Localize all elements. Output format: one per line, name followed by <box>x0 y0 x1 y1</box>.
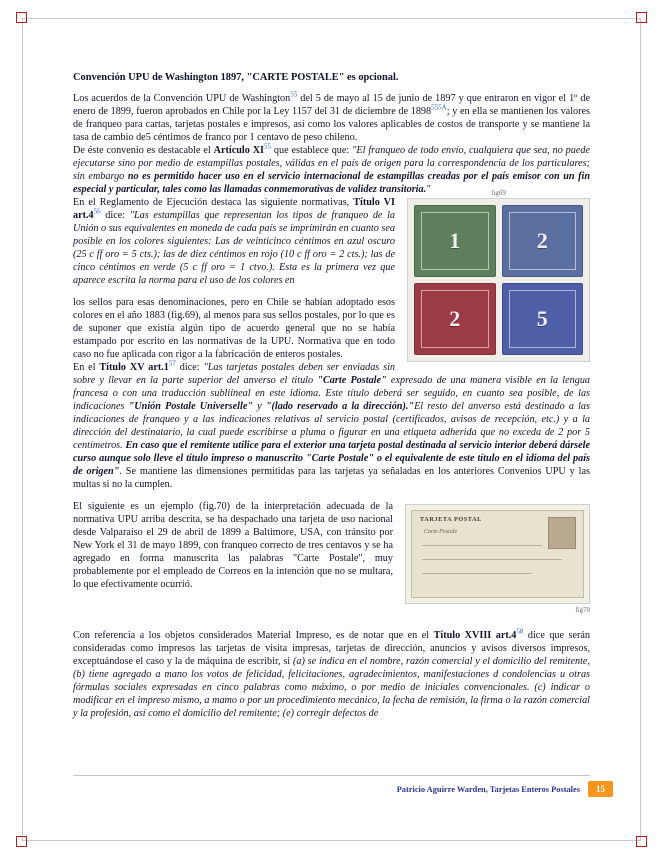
quote-p5-part1: "Las tarjetas postales deben ser enviadas sin sobre y llevar en la parte superior del anverso el titulo <box>73 362 395 386</box>
text-p5-b: dice: <box>175 362 204 373</box>
paragraph-titulo-xviii <box>73 629 590 720</box>
footnote-ref-58: 58 <box>516 627 524 636</box>
paragraph-colores-sellos: los sellos para esas denominaciones, pero en Chile se habían adoptado esos colores en el año 1883 (fig.69), al menos para sus sellos postales, por lo que es de suponer que existía algún tipo de acuerdo general que no se había estampado por escrito en las normativas de la UPU. Normativa que en todo caso no fue aplicada con rigor a la fabricación de enteros postales. <box>73 297 395 360</box>
footer-attribution: Patricio Aguirre Warden, Tarjetas Enteros Postales <box>396 784 580 794</box>
text-p5-c: . Se mantiene las dimensiones permitidas para las tarjetas ya señaladas en los anteriores Convenios UPU y las multas si no la cumplen. <box>73 466 590 490</box>
figure-stamps-frame <box>407 198 590 362</box>
corner-ornament-bottom-right <box>636 836 647 847</box>
stamp-grid <box>414 205 583 355</box>
quote-p2-close: " <box>426 184 431 195</box>
footnote-ref-55b: 55 <box>264 142 272 151</box>
postal-card-header-text: TARJETA POSTAL <box>420 516 482 523</box>
page-title: Convención UPU de Washington 1897, "CARTE POSTALE" es opcional. <box>73 72 399 83</box>
text-p2-a: De éste convenio es destacable el <box>73 145 214 156</box>
label-titulo-xv-art1: Título XV art.1 <box>99 362 169 373</box>
document-body <box>73 72 590 720</box>
stamp-value: 1 <box>449 228 461 253</box>
stamp-value: 2 <box>536 228 548 253</box>
quote-p3: "Las estampillas que representan los tipos de franqueo de la Unión o sus equivalentes en moneda de cada país se imprimirán en cuanto sea posible en los colores siguientes: Las de veinticinco céntimos en azul oscuro (25 c ff oro = 5 cts.); las de diez céntimos en rojo (10 c ff oro = 2 cts.); las de cinco céntimos en verde (5 c ff oro = 1 ctvo.). Esta es la primera vez que aparece escrita la norma para el uso de los colores en <box>73 210 395 286</box>
footer <box>397 781 613 797</box>
quote-p5-part4: El resto del anverso está destinado a las indicaciones de franqueo y a las indicaciones relativas al servicio postal (certificados, avisos de recepción, etc.) y a la dirección del destinatario, la cual puede escribirse a pluma o figurar en una etiqueta adherida que no exceda de 2 por 5 centímetros. <box>73 401 590 451</box>
quote-p5-part3: y <box>253 401 266 412</box>
postal-card-address-line-3 <box>422 573 532 574</box>
stamp-5-centavos-violet <box>502 283 584 355</box>
stamp-2-centavos-red <box>414 283 496 355</box>
label-titulo-vi-art4: Título VI art.4 <box>73 197 395 221</box>
quote-p7: (a) se indica en el nombre, razón comercial y el domicilio del remitente, (b) tiene agregado a mano los votos de felicidad, felicitaciones, agradecimientos, manifestaciones d condolencias u otras fórmulas sociales expresadas en cinco palabras como máximo, o por medio de iniciales convencionales. (c) indicar o modificar en el impreso mismo, a mamo o por un procedimiento mecánico, la fecha de remisión, la firma o la razón comercial y la profesión, así como el domicilio del remitente; (e) corregir defectos de <box>73 656 590 719</box>
stamp-2-centavos-blue <box>502 205 584 277</box>
figure-stamps-fig69 <box>407 189 590 362</box>
corner-ornament-top-right <box>636 12 647 23</box>
quote-p2-part1: "El franqueo de todo envío, cualquiera que sea, no puede ejecutarse sino por medio de estampillas postales, válidas en el país de origen para la correspondencia de los particulares; sin embargo <box>73 145 590 182</box>
corner-ornament-top-left <box>16 12 27 23</box>
footnote-ref-57: 57 <box>168 359 176 368</box>
text-p7-a: Con referencia a los objetos considerados Material Impreso, es de notar que en el <box>73 630 434 641</box>
text-p1-c: ; y en ella se mantienen los valores de franqueo para cartas, tarjetas postales e impresos, así como los valores aplicables de costos de transporte y se mantiene la tasa de cambio de5 céntimos de franco por 1 centavo de peso chileno. <box>73 106 591 143</box>
spacer-2 <box>73 491 590 500</box>
paragraph-upu-agreements <box>73 92 590 144</box>
footer-divider <box>73 775 590 776</box>
postal-card-address-line-1 <box>422 545 542 546</box>
corner-ornament-bottom-left <box>16 836 27 847</box>
postal-card-stamp <box>548 517 576 549</box>
paragraph-titulo-xv <box>73 361 590 491</box>
paragraph-ejemplo-fig70: El siguiente es un ejemplo (fig.70) de la interpretación adecuada de la normativa UPU arriba descrita, se ha despachado una tarjeta de uso nacional desde Valparaíso el 29 de abril de 1899 a Baltimore, USA, con tránsito por New York el 31 de mayo 1899, con franqueo correcto de tres centavos y se ha agregado en forma manuscrita las palabras "Carte Postale", muy probablemente por el empleado de Correos en la intención que no se multara, lo que efectivamente ocurrió. <box>73 501 393 590</box>
page-number-badge: 15 <box>588 781 613 797</box>
text-p2-b: que establece que: <box>271 145 353 156</box>
term-union-postale-universelle: "Unión Postale Universelle" <box>128 401 253 412</box>
stamp-1-centavo-green <box>414 205 496 277</box>
postal-card-address-line-2 <box>422 559 562 560</box>
text-p3-b: dice: <box>100 210 130 221</box>
footnote-ref-56: 56 <box>93 207 101 216</box>
footnote-ref-55: 55 <box>290 90 298 99</box>
label-articulo-xi: Artículo XI <box>213 145 265 156</box>
term-carte-postale: "Carte Postale" <box>317 375 387 386</box>
text-p7-b: dice que serán consideradas como impresos las tarjetas de visita impresas, tarjetas de dirección, anuncios y avisos diversos impresos, exceptuándose el caso y la de máquina de escribir, si <box>73 630 590 667</box>
text-p5-a: En el <box>73 362 100 373</box>
quote-p2-emphasis: no es permitido hacer uso en el servicio internacional de estampillas creadas por el país emisor con un fin especial y particular, tales como las llamadas conmemorativas de validez transitoria. <box>73 171 590 195</box>
text-p1-a: Los acuerdos de la Convención UPU de Washington <box>73 93 291 104</box>
quote-p5-part2: expresado de una manera visible en la lengua francesa o con una traducción subliineal en este idioma. Este título deberá ser seguido, en cuanto sea posible, de las indicaciones <box>73 375 591 412</box>
spacer-3 <box>73 620 590 629</box>
figure-postal-card-fig70 <box>405 504 590 614</box>
figure-caption-fig69-top: fig69 <box>491 189 506 197</box>
stamp-value: 2 <box>449 306 461 331</box>
footnote-ref-555a: 555A <box>431 103 447 112</box>
term-lado-reservado: "(lado reservado a la dirección)." <box>265 401 415 412</box>
text-p3-a: En el Reglamento de Ejecución destaca las siguiente normativas, <box>73 197 354 208</box>
figure-caption-fig70: fig70 <box>575 606 590 614</box>
label-titulo-xviii-art4: Título XVIII art.4 <box>433 630 517 641</box>
text-p1-b: del 5 de mayo al 15 de junio de 1897 y que entraron en vigor el 1º de enero de 1899, fueron aprobados en Chile por la Ley 1157 del 31 de diciembre de 1898 <box>73 93 590 117</box>
figure-card-frame <box>405 504 590 604</box>
postal-card-image <box>411 510 584 598</box>
stamp-value: 5 <box>536 306 548 331</box>
quote-p5-emphasis: En caso que el remitente utilice para el exterior una tarjeta postal destinada al servicio interior deberá dársele curso aunque solo lleve el título impreso o manuscrito "Carte Postale" o el equivalente de este título en el idioma del país de origen" <box>73 440 591 477</box>
postal-card-handwriting: Carte Postale <box>424 529 458 535</box>
